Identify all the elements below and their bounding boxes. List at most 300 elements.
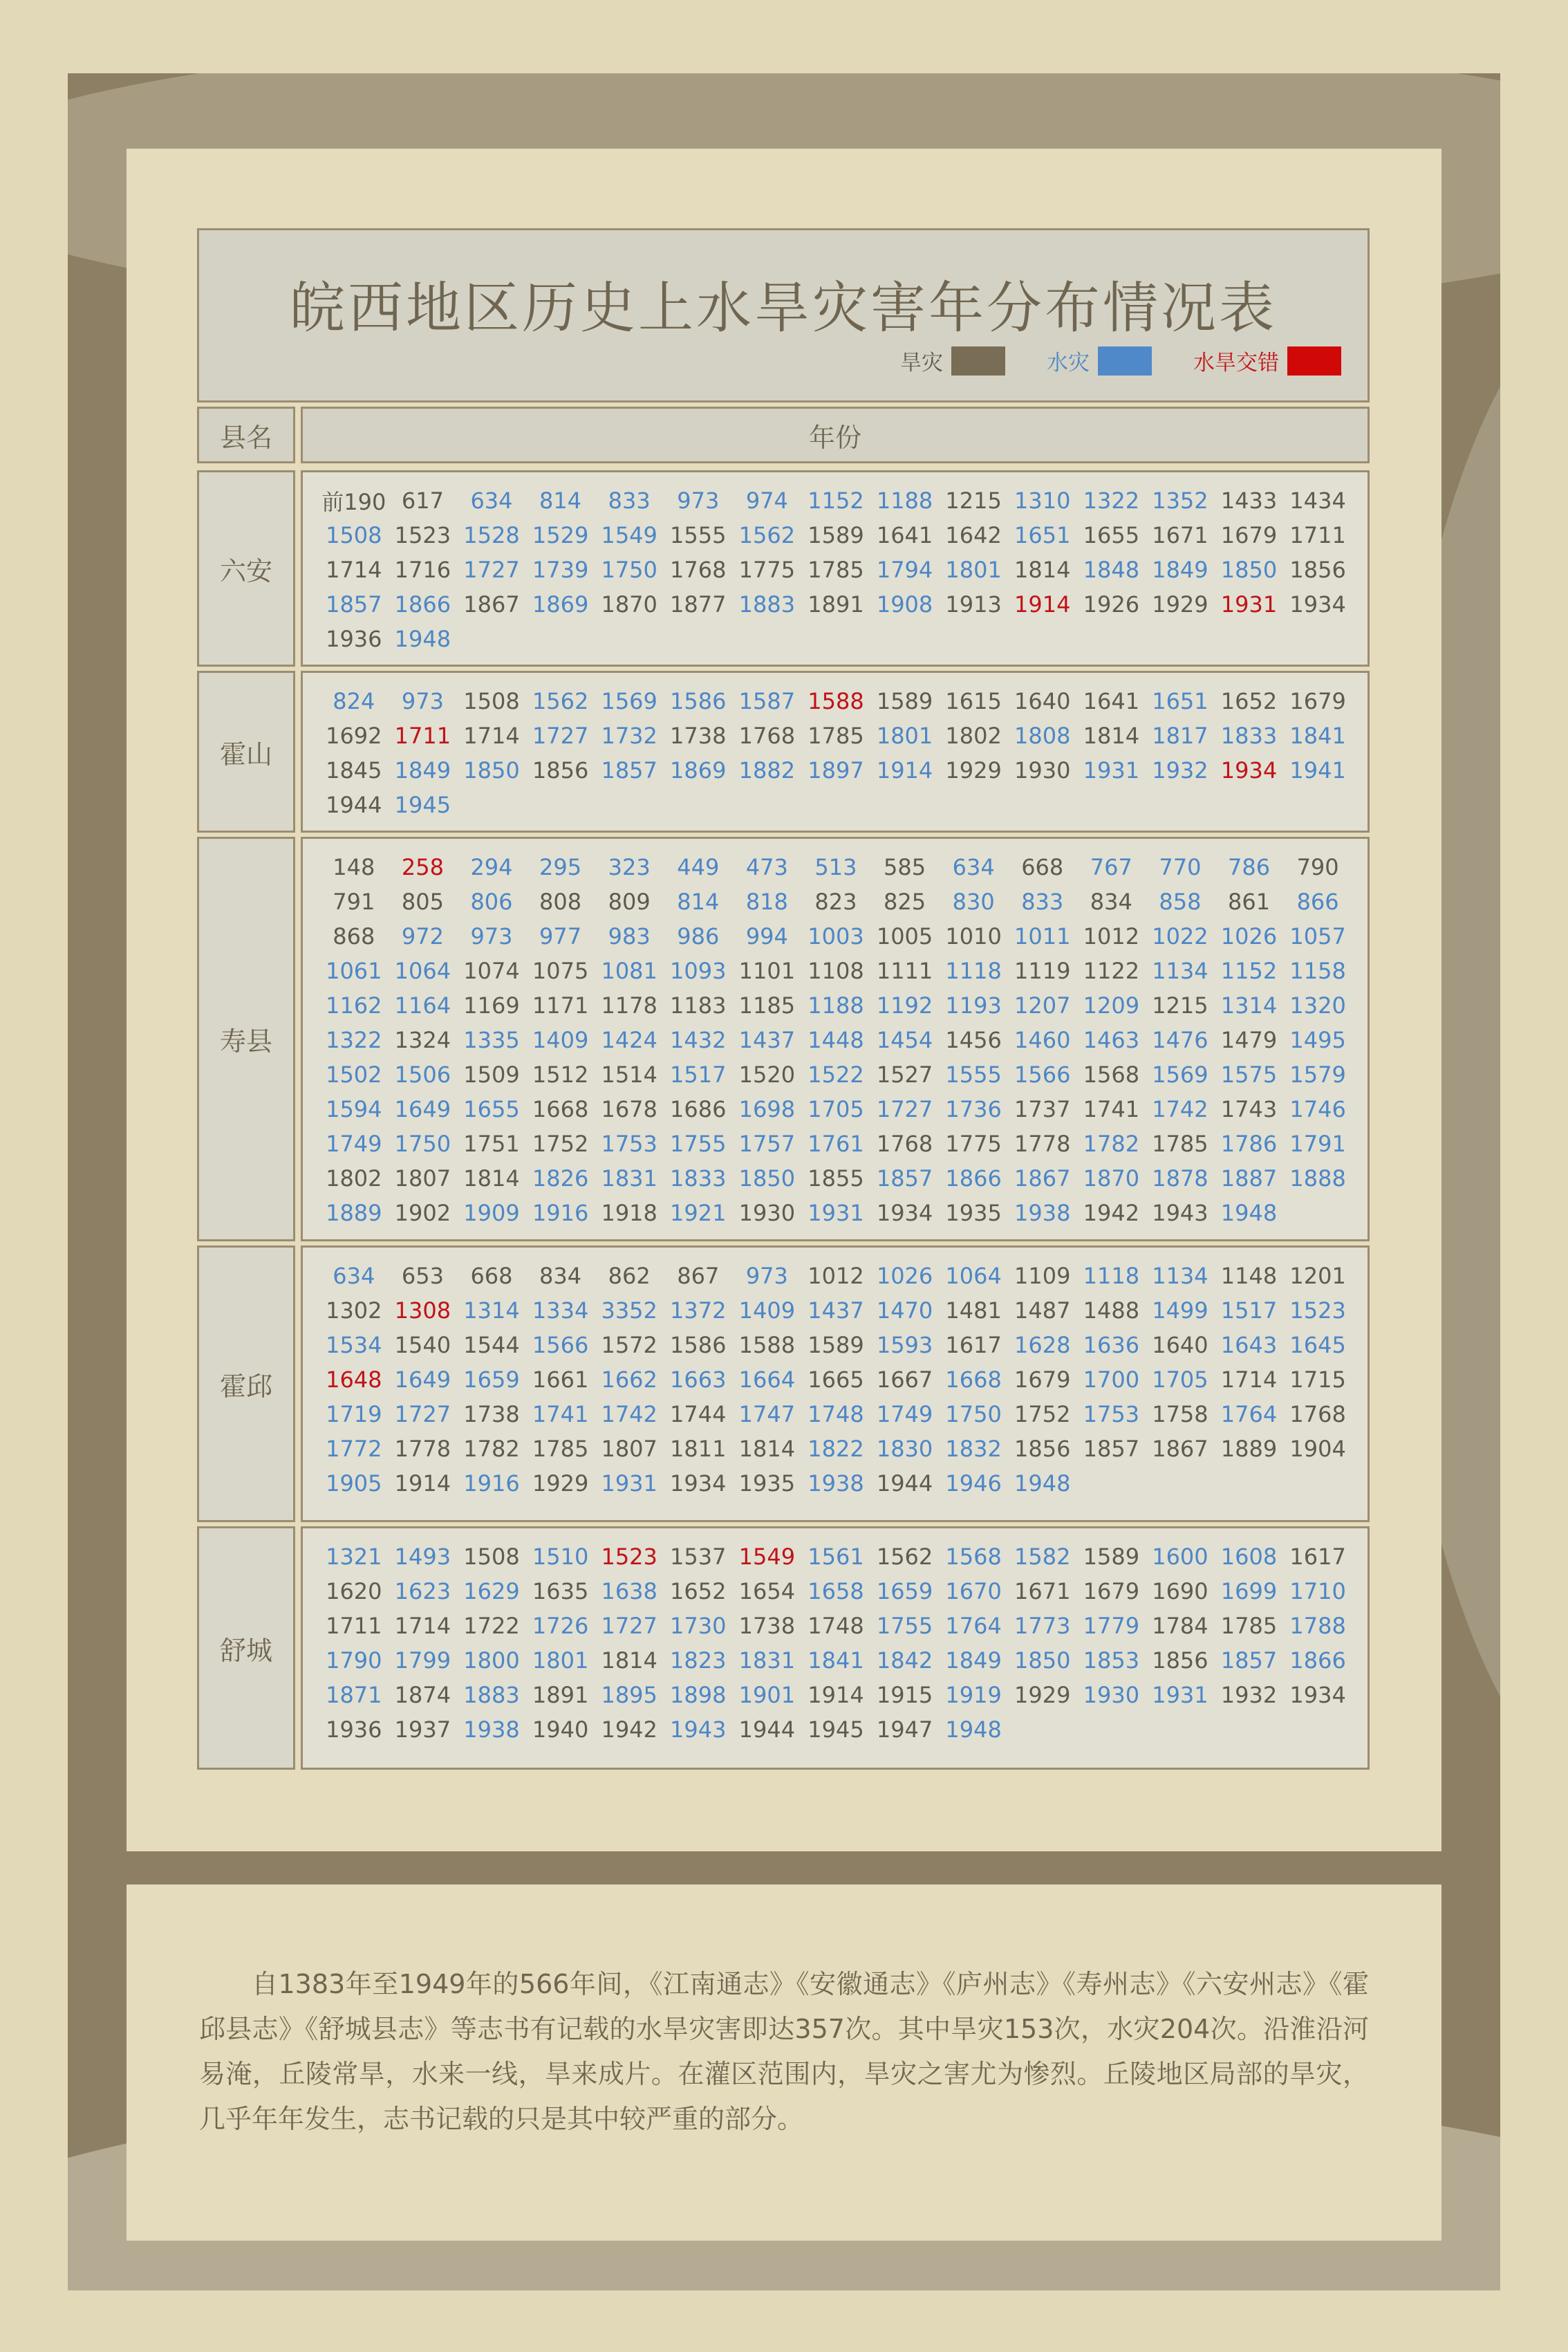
year-entry: 1589 [876,688,933,714]
year-entry: 1751 [463,1131,520,1157]
year-entry: 1101 [738,958,796,984]
year-entry: 1934 [876,1200,933,1226]
year-entry: 1857 [326,591,382,618]
year-entry: 1739 [532,557,589,583]
year-entry: 1662 [601,1367,657,1393]
year-entry: 1670 [945,1578,1002,1604]
page-title: 皖西地区历史上水旱灾害年分布情况表 [290,276,1277,340]
year-entry: 1479 [1220,1027,1278,1053]
year-entry: 834 [539,1263,582,1289]
year-entry: 1617 [1289,1544,1346,1570]
year-entry: 1162 [326,992,382,1019]
year-entry: 1679 [1083,1578,1140,1604]
year-entry: 1463 [1083,1027,1140,1053]
year-entry: 1947 [876,1716,933,1743]
year-entry: 1799 [394,1647,451,1674]
year-entry: 1152 [1220,958,1278,984]
year-entry: 1877 [670,591,727,618]
year-entry: 1746 [1289,1096,1346,1122]
year-entry: 1118 [945,958,1002,984]
year-entry: 1711 [1289,522,1346,548]
year-entry: 1169 [463,992,520,1019]
year-entry: 1649 [394,1367,451,1393]
header-county: 县名 [197,407,295,463]
year-entry: 1948 [1220,1200,1278,1226]
year-entry: 1916 [463,1470,520,1497]
year-entry: 1914 [876,757,933,784]
year-entry: 1869 [670,757,727,784]
year-entry: 1710 [1289,1578,1346,1604]
year-entry: 1742 [601,1401,657,1427]
county-name: 舒城 [197,1526,295,1770]
year-entry: 1768 [670,557,727,583]
year-entry: 1764 [1220,1401,1278,1427]
year-entry: 791 [333,889,375,915]
year-entry: 823 [814,889,857,915]
year-entry: 1784 [1152,1613,1208,1639]
year-entry: 1749 [326,1131,382,1157]
year-entry: 868 [333,923,375,950]
year-entry: 1620 [326,1578,382,1604]
year-entry: 1944 [326,792,382,818]
year-entry: 1686 [670,1096,727,1122]
year-entry: 1608 [1220,1544,1278,1570]
year-entry: 1936 [326,626,382,652]
year-entry: 1768 [738,723,796,749]
year-entry: 1026 [876,1263,933,1289]
year-entry: 1572 [601,1332,657,1358]
county-name: 六安 [197,470,295,667]
year-entry: 1617 [945,1332,1002,1358]
year-entry: 806 [470,889,513,915]
year-entry: 1883 [463,1682,520,1708]
year-entry: 1866 [394,591,451,618]
year-entry: 1948 [1014,1470,1071,1497]
year-entry: 1540 [394,1332,451,1358]
year-entry: 1664 [738,1367,796,1393]
year-entry: 1659 [876,1578,933,1604]
year-entry: 1945 [808,1716,864,1743]
year-entry: 1826 [532,1165,589,1192]
year-entry: 1193 [945,992,1002,1019]
year-entry: 1635 [532,1578,589,1604]
year-entry: 1011 [1014,923,1071,950]
year-entry: 1588 [738,1332,796,1358]
year-entry: 1629 [463,1578,520,1604]
year-entry: 1914 [808,1682,864,1708]
year-entry: 1510 [532,1544,589,1570]
year-entry: 473 [745,854,788,880]
year-entry: 1921 [670,1200,727,1226]
year-entry: 973 [677,488,720,514]
year-entry: 1730 [670,1613,727,1639]
year-entry: 1786 [1220,1131,1278,1157]
year-entry: 1568 [1083,1062,1140,1088]
year-entry: 1561 [808,1544,864,1570]
year-entry: 1692 [326,723,382,749]
year-entry: 1801 [945,557,1002,583]
year-entry: 1791 [1289,1131,1346,1157]
year-entry: 824 [333,688,375,714]
year-entry: 1523 [601,1544,657,1570]
year-entry: 148 [333,854,375,880]
year-entry: 1314 [463,1297,520,1324]
year-entry: 1569 [601,688,657,714]
year-entry: 833 [608,488,651,514]
year-entry: 1158 [1289,958,1346,984]
year-entry: 1738 [738,1613,796,1639]
year-entry: 1909 [463,1200,520,1226]
year-entry: 1434 [1289,488,1346,514]
year-entry: 1652 [670,1578,727,1604]
year-entry: 1506 [394,1062,451,1088]
year-entry: 634 [333,1263,375,1289]
year-entry: 1889 [326,1200,382,1226]
year-entry: 1888 [1289,1165,1346,1192]
year-entry: 1118 [1083,1263,1140,1289]
year-entry: 1568 [945,1544,1002,1570]
year-entry: 1495 [1289,1027,1346,1053]
legend-swatch-drought [951,346,1005,376]
year-entry: 1575 [1220,1062,1278,1088]
year-entry: 1832 [945,1436,1002,1462]
year-entry: 1942 [1083,1200,1140,1226]
year-entry: 1946 [945,1470,1002,1497]
year-entry: 1943 [670,1716,727,1743]
year-entry: 1948 [394,626,451,652]
year-entry: 1934 [670,1470,727,1497]
year-entry: 1562 [532,688,589,714]
year-entry: 668 [1021,854,1064,880]
year-entry: 1855 [808,1165,864,1192]
year-entry: 1929 [1152,591,1208,618]
year-entry: 1929 [532,1470,589,1497]
year-entry: 1448 [808,1027,864,1053]
year-entry: 1719 [326,1401,382,1427]
year-entry: 1711 [326,1613,382,1639]
year-entry: 973 [470,923,513,950]
year-entry: 1652 [1220,688,1278,714]
year-entry: 814 [539,488,582,514]
year-entry: 1638 [601,1578,657,1604]
legend-label-drought: 旱灾 [900,351,943,376]
legend-label-both: 水旱交错 [1193,351,1279,376]
year-entry: 1064 [394,958,451,984]
year-entry: 1801 [876,723,933,749]
year-entry: 1853 [1083,1647,1140,1674]
year-entry: 1822 [808,1436,864,1462]
year-entry: 1878 [1152,1165,1208,1192]
year-entry: 1508 [463,1544,520,1570]
year-entry: 1802 [326,1165,382,1192]
year-entry: 1901 [738,1682,796,1708]
year-entry: 1517 [1220,1297,1278,1324]
year-entry: 1845 [326,757,382,784]
year-entry: 1508 [326,522,382,548]
year-entry: 1549 [738,1544,796,1570]
year-entry: 1164 [394,992,451,1019]
year-entry: 1714 [1220,1367,1278,1393]
year-entry: 1935 [738,1470,796,1497]
year-entry: 1582 [1014,1544,1071,1570]
year-entry: 1937 [394,1716,451,1743]
year-entry: 1830 [876,1436,933,1462]
year-entry: 1732 [601,723,657,749]
year-entry: 1188 [808,992,864,1019]
year-entry: 1152 [808,488,864,514]
year-entry: 1010 [945,923,1002,950]
year-entry: 1714 [394,1613,451,1639]
year-entry: 1883 [738,591,796,618]
year-entry: 1857 [1220,1647,1278,1674]
year-entry: 1201 [1289,1263,1346,1289]
year-entry: 1587 [738,688,796,714]
year-entry: 1882 [738,757,796,784]
year-entry: 1841 [1289,723,1346,749]
year-entry: 1744 [670,1401,727,1427]
year-entry: 1842 [876,1647,933,1674]
year-entry: 1814 [463,1165,520,1192]
year-entry: 1642 [945,522,1002,548]
year-entry: 1945 [394,792,451,818]
year-entry: 1856 [1014,1436,1071,1462]
year-entry: 1623 [394,1578,451,1604]
year-entry: 1915 [876,1682,933,1708]
year-entry: 1722 [463,1613,520,1639]
year-entry: 1324 [394,1027,451,1053]
year-entry: 1636 [1083,1332,1140,1358]
year-entry: 790 [1296,854,1339,880]
year-entry: 1589 [808,1332,864,1358]
legend-swatch-flood [1098,346,1152,376]
year-entry: 1643 [1220,1332,1278,1358]
year-entry: 1856 [532,757,589,784]
year-entry: 1841 [808,1647,864,1674]
year-entry: 1641 [1083,688,1140,714]
year-entry: 1753 [1083,1401,1140,1427]
year-entry: 1679 [1014,1367,1071,1393]
year-entry: 1727 [601,1613,657,1639]
year-entry: 1668 [532,1096,589,1122]
year-entry: 1645 [1289,1332,1346,1358]
year-entry: 1119 [1014,958,1071,984]
year-entry: 653 [401,1263,444,1289]
year-entry: 1850 [463,757,520,784]
year-entry: 1823 [670,1647,727,1674]
year-entry: 814 [677,889,720,915]
year-entry: 1753 [601,1131,657,1157]
year-entry: 866 [1296,889,1339,915]
year-entry: 983 [608,923,651,950]
year-entry: 1171 [532,992,589,1019]
year-entry: 1913 [945,591,1002,618]
year-entry: 1012 [808,1263,864,1289]
year-entry: 1778 [1014,1131,1071,1157]
year-entry: 1508 [463,688,520,714]
year-entry: 1831 [738,1647,796,1674]
year-entry: 1870 [601,591,657,618]
year-entry: 1926 [1083,591,1140,618]
year-entry: 1916 [532,1200,589,1226]
year-entry: 585 [884,854,926,880]
year-entry: 449 [677,854,720,880]
year-entry: 1814 [1083,723,1140,749]
year-entry: 1938 [808,1470,864,1497]
year-entry: 1727 [876,1096,933,1122]
year-entry: 1867 [1014,1165,1071,1192]
year-entry: 1891 [808,591,864,618]
year-entry: 1856 [1289,557,1346,583]
year-entry: 1600 [1152,1544,1208,1570]
year-entry: 1714 [463,723,520,749]
year-entry: 1935 [945,1200,1002,1226]
county-years-cell [301,1246,1370,1522]
year-entry: 1640 [1152,1332,1208,1358]
year-entry: 1372 [670,1297,727,1324]
year-entry: 1904 [1289,1436,1346,1462]
year-entry: 1207 [1014,992,1071,1019]
year-entry: 1321 [326,1544,382,1570]
year-entry: 1934 [1289,1682,1346,1708]
year-entry: 1817 [1152,723,1208,749]
year-entry: 1749 [876,1401,933,1427]
year-entry: 1808 [1014,723,1071,749]
year-entry: 1456 [945,1027,1002,1053]
year-entry: 1871 [326,1682,382,1708]
year-entry: 1866 [945,1165,1002,1192]
year-entry: 1869 [532,591,589,618]
year-entry: 825 [884,889,926,915]
year-entry: 1334 [532,1297,589,1324]
year-entry: 1134 [1152,958,1208,984]
year-entry: 1889 [1220,1436,1278,1462]
year-entry: 1057 [1289,923,1346,950]
year-entry: 994 [745,923,788,950]
year-entry: 770 [1159,854,1202,880]
year-entry: 1849 [1152,557,1208,583]
year-entry: 1931 [601,1470,657,1497]
year-entry: 1782 [463,1436,520,1462]
year-entry: 1794 [876,557,933,583]
county-name: 霍山 [197,671,295,833]
year-entry: 1093 [670,958,727,984]
year-entry: 1302 [326,1297,382,1324]
year-entry: 1941 [1289,757,1346,784]
year-entry: 1437 [808,1297,864,1324]
year-entry: 1931 [1152,1682,1208,1708]
year-entry: 986 [677,923,720,950]
year-entry: 1493 [394,1544,451,1570]
year-entry: 1857 [876,1165,933,1192]
year-entry: 1764 [945,1613,1002,1639]
year-entry: 1866 [1289,1647,1346,1674]
year-entry: 1586 [670,688,727,714]
year-entry: 1310 [1014,488,1071,514]
year-entry: 1750 [394,1131,451,1157]
county-years-cell [301,671,1370,833]
year-entry: 1700 [1083,1367,1140,1393]
year-entry: 1566 [1014,1062,1071,1088]
year-entry: 1499 [1152,1297,1208,1324]
year-entry: 1867 [1152,1436,1208,1462]
year-entry: 1932 [1220,1682,1278,1708]
year-entry: 323 [608,854,651,880]
year-entry: 1648 [326,1367,382,1393]
year-entry: 3352 [601,1297,657,1324]
year-entry: 1109 [1014,1263,1071,1289]
year-entry: 1122 [1083,958,1140,984]
year-entry: 1755 [876,1613,933,1639]
year-entry: 1908 [876,591,933,618]
county-years-cell [301,837,1370,1241]
year-entry: 1918 [601,1200,657,1226]
year-entry: 1514 [601,1062,657,1088]
year-entry: 1752 [532,1131,589,1157]
year-entry: 1593 [876,1332,933,1358]
year-entry: 1409 [532,1027,589,1053]
year-entry: 1654 [738,1578,796,1604]
year-entry: 858 [1159,889,1202,915]
year-entry: 1064 [945,1263,1002,1289]
year-entry: 1802 [945,723,1002,749]
year-entry: 1178 [601,992,657,1019]
year-entry: 1850 [1014,1647,1071,1674]
year-entry: 1785 [808,723,864,749]
year-entry: 861 [1227,889,1271,915]
year-entry: 1615 [945,688,1002,714]
year-entry: 1741 [532,1401,589,1427]
year-entry: 1944 [738,1716,796,1743]
year-entry: 1352 [1152,488,1208,514]
year-entry: 767 [1090,854,1132,880]
year-entry: 1782 [1083,1131,1140,1157]
year-entry: 1919 [945,1682,1002,1708]
year-entry: 1022 [1152,923,1208,950]
year-entry: 1628 [1014,1332,1071,1358]
year-entry: 1931 [808,1200,864,1226]
year-entry: 1931 [1220,591,1278,618]
year-entry: 1523 [1289,1297,1346,1324]
year-entry: 1437 [738,1027,796,1053]
year-entry: 1930 [1083,1682,1140,1708]
year-entry: 1736 [945,1096,1002,1122]
year-entry: 1641 [876,522,933,548]
year-entry: 1738 [670,723,727,749]
year-entry: 1914 [1014,591,1071,618]
year-entry: 1655 [463,1096,520,1122]
year-entry: 1932 [1152,757,1208,784]
year-entry: 1668 [945,1367,1002,1393]
year-entry: 1807 [394,1165,451,1192]
year-entry: 1555 [670,522,727,548]
year-entry: 1433 [1220,488,1278,514]
year-entry: 1432 [670,1027,727,1053]
year-entry: 1661 [532,1367,589,1393]
year-entry: 1537 [670,1544,727,1570]
year-entry: 1934 [1289,591,1346,618]
year-entry: 513 [814,854,857,880]
year-entry: 1074 [463,958,520,984]
year-entry: 1470 [876,1297,933,1324]
year-entry: 1569 [1152,1062,1208,1088]
year-entry: 1528 [463,522,520,548]
year-entry: 1549 [601,522,657,548]
year-entry: 1655 [1083,522,1140,548]
year-entry: 1081 [601,958,657,984]
year-entry: 1755 [670,1131,727,1157]
year-entry: 1833 [1220,723,1278,749]
year-entry: 1742 [1152,1096,1208,1122]
